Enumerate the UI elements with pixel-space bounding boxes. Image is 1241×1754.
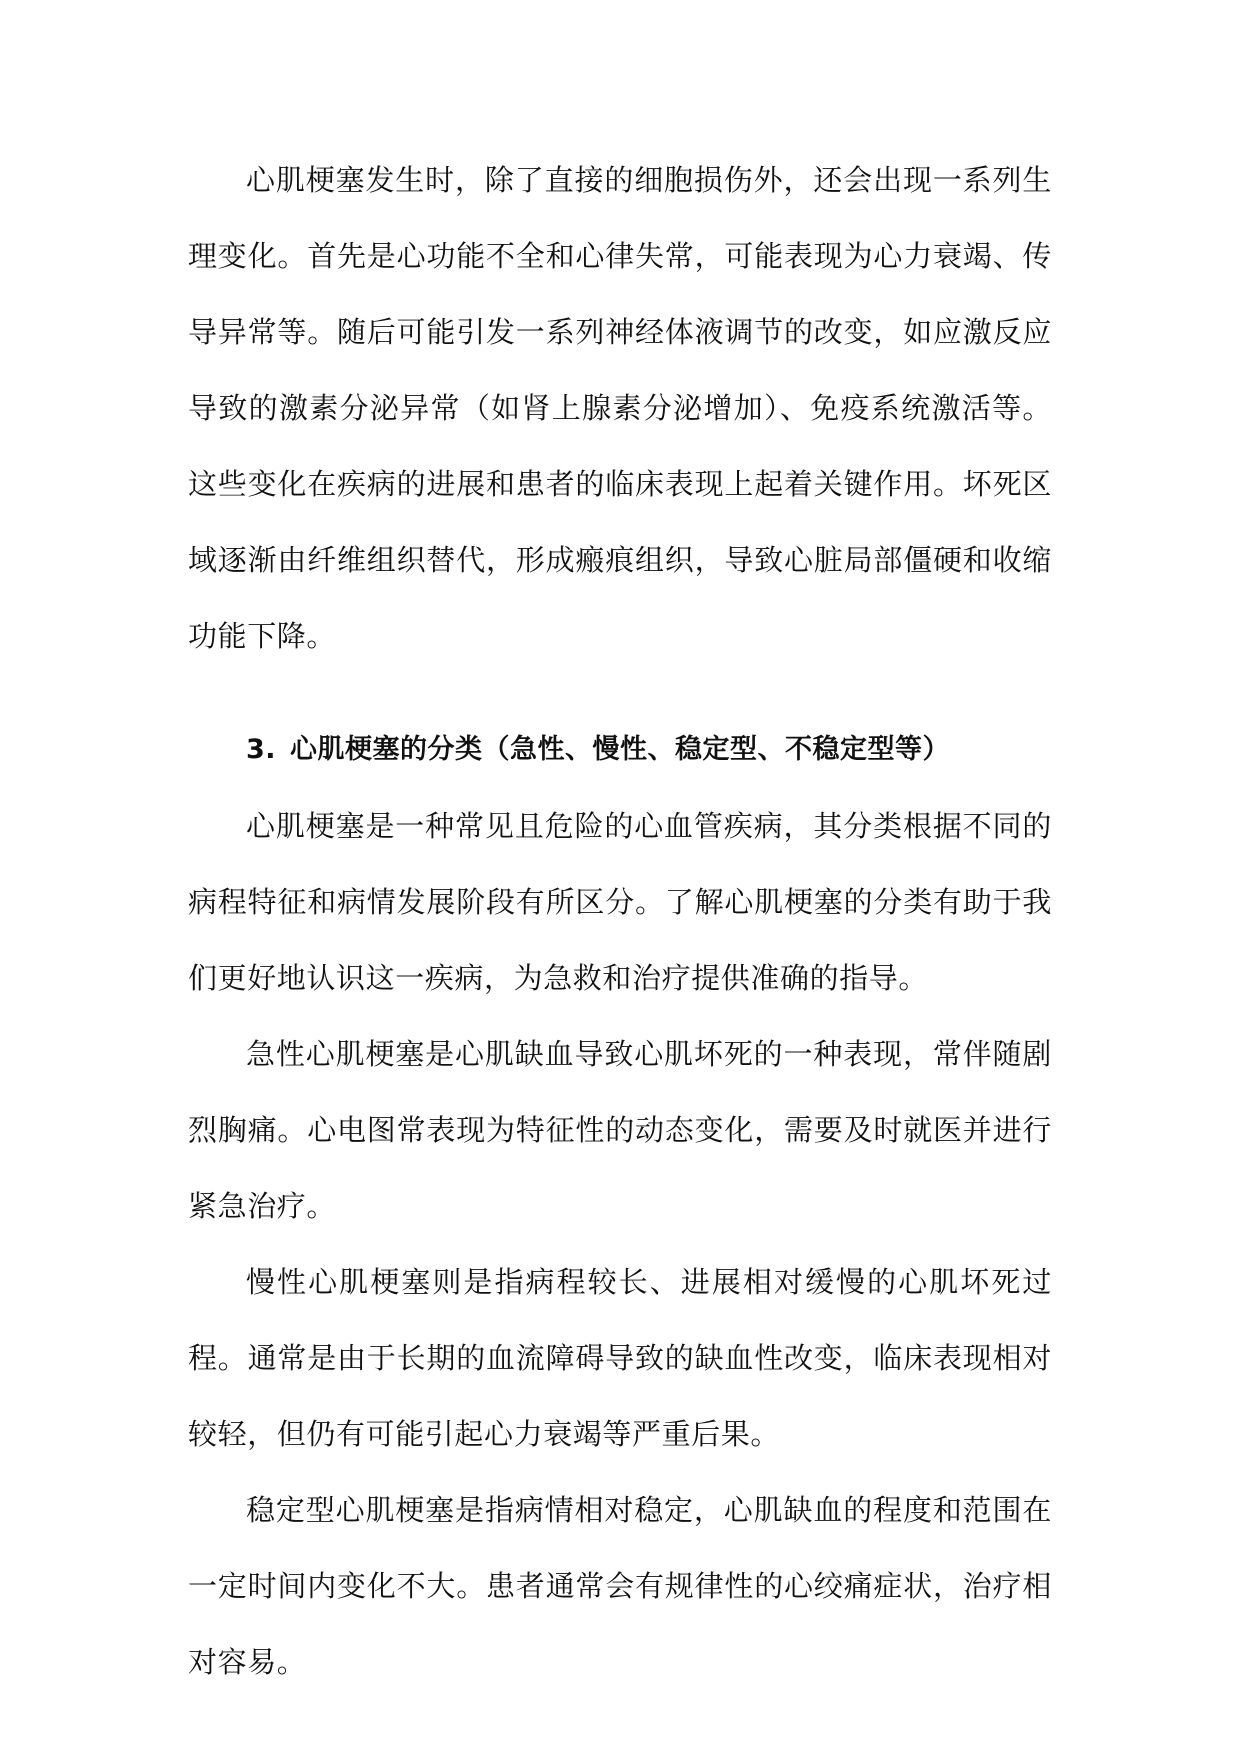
section-spacer: [188, 674, 1052, 712]
paragraph-physiological-changes: 心肌梗塞发生时，除了直接的细胞损伤外，还会出现一系列生理变化。首先是心功能不全和心律失常，可能表现为心力衰竭、传导异常等。随后可能引发一系列神经体液调节的改变，如应激反应导致的激素分泌异常（如肾上腺素分泌增加）、免疫系统激活等。这些变化在疾病的进展和患者的临床表现上起着关键作用。坏死区域逐渐由纤维组织替代，形成瘢痕组织，导致心脏局部僵硬和收缩功能下降。: [188, 163, 1052, 653]
section-title: 心肌梗塞的分类（急性、慢性、稳定型、不稳定型等）: [290, 734, 950, 765]
section-number: 3.: [246, 734, 277, 765]
section-heading: [188, 712, 1052, 788]
paragraph-chronic: 慢性心肌梗塞则是指病程较长、进展相对缓慢的心肌坏死过程。通常是由于长期的血流障碍导致的缺血性改变，临床表现相对较轻，但仍有可能引起心力衰竭等严重后果。: [188, 1265, 1052, 1451]
paragraph-stable: 稳定型心肌梗塞是指病情相对稳定，心肌缺血的程度和范围在一定时间内变化不大。患者通常会有规律性的心绞痛症状，治疗相对容易。: [188, 1493, 1052, 1679]
document-body: [188, 142, 1052, 1700]
paragraph-classification-intro: 心肌梗塞是一种常见且危险的心血管疾病，其分类根据不同的病程特征和病情发展阶段有所区分。了解心肌梗塞的分类有助于我们更好地认识这一疾病，为急救和治疗提供准确的指导。: [188, 809, 1052, 995]
paragraph-acute: 急性心肌梗塞是心肌缺血导致心肌坏死的一种表现，常伴随剧烈胸痛。心电图常表现为特征性的动态变化，需要及时就医并进行紧急治疗。: [188, 1037, 1052, 1223]
